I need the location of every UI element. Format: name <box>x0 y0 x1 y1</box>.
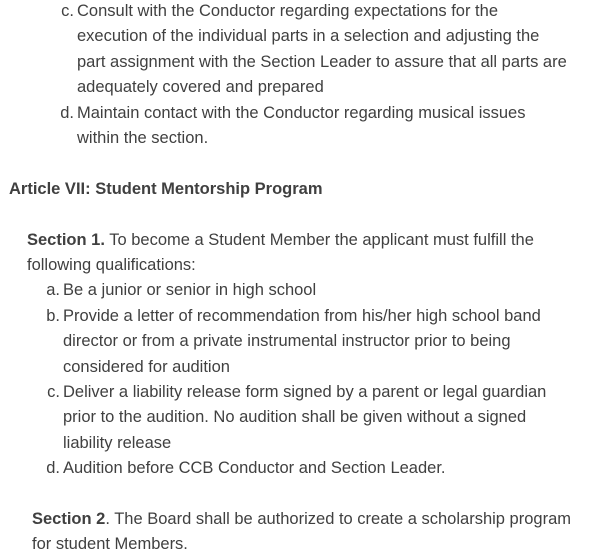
list-marker: a. <box>46 281 60 300</box>
list-item <box>0 456 578 481</box>
section-2-label: Section 2 <box>32 510 106 529</box>
list-item-line: director or from a private instrumental instructor prior to being <box>63 332 511 351</box>
list-item-line: prior to the audition. No audition shall be given without a signed <box>63 408 527 427</box>
list-item <box>0 101 597 152</box>
section-2-text: for student Members. <box>32 535 188 554</box>
section-1-paragraph <box>0 228 582 279</box>
spacer <box>0 202 600 227</box>
section-1-label: Section 1. <box>27 230 105 249</box>
list-marker: c. <box>61 2 74 20</box>
list-marker: d. <box>60 103 74 122</box>
list-item <box>0 304 578 380</box>
spacer <box>0 482 600 507</box>
list-item-line: Maintain contact with the Conductor regarding musical issues <box>77 103 526 122</box>
qualifications-list <box>0 278 600 481</box>
list-item-line: Be a junior or senior in high school <box>63 281 317 300</box>
list-item-line: within the section. <box>77 129 209 148</box>
list-item-line: adequately covered and prepared <box>77 78 324 97</box>
section-2-paragraph <box>0 507 600 558</box>
list-item-line: Consult with the Conductor regarding expectations for the <box>77 2 498 20</box>
list-item-line: part assignment with the Section Leader to assure that all parts are <box>77 52 567 71</box>
list-item-line: Audition before CCB Conductor and Section Leader. <box>63 459 446 478</box>
section-1-text: following qualifications: <box>27 256 196 275</box>
article-heading: Article VII: Student Mentorship Program <box>9 179 323 198</box>
list-item-line: execution of the individual parts in a selection and adjusting the <box>77 27 540 46</box>
section-2-text: . The Board shall be authorized to create a scholarship program <box>105 510 571 529</box>
role-duties-list <box>0 0 600 151</box>
section-1-text: To become a Student Member the applicant must fulfill the <box>104 230 534 249</box>
list-item-line: considered for audition <box>63 357 230 376</box>
list-item-line: liability release <box>63 433 172 452</box>
list-marker: d. <box>46 459 60 478</box>
list-item-line: Provide a letter of recommendation from his/her high school band <box>63 306 541 325</box>
list-item <box>0 380 578 456</box>
list-item <box>0 0 597 101</box>
spacer <box>0 151 600 176</box>
list-item-line: Deliver a liability release form signed by a parent or legal guardian <box>63 383 547 402</box>
list-item <box>0 278 578 303</box>
list-marker: b. <box>46 306 60 325</box>
list-marker: c. <box>47 383 60 402</box>
